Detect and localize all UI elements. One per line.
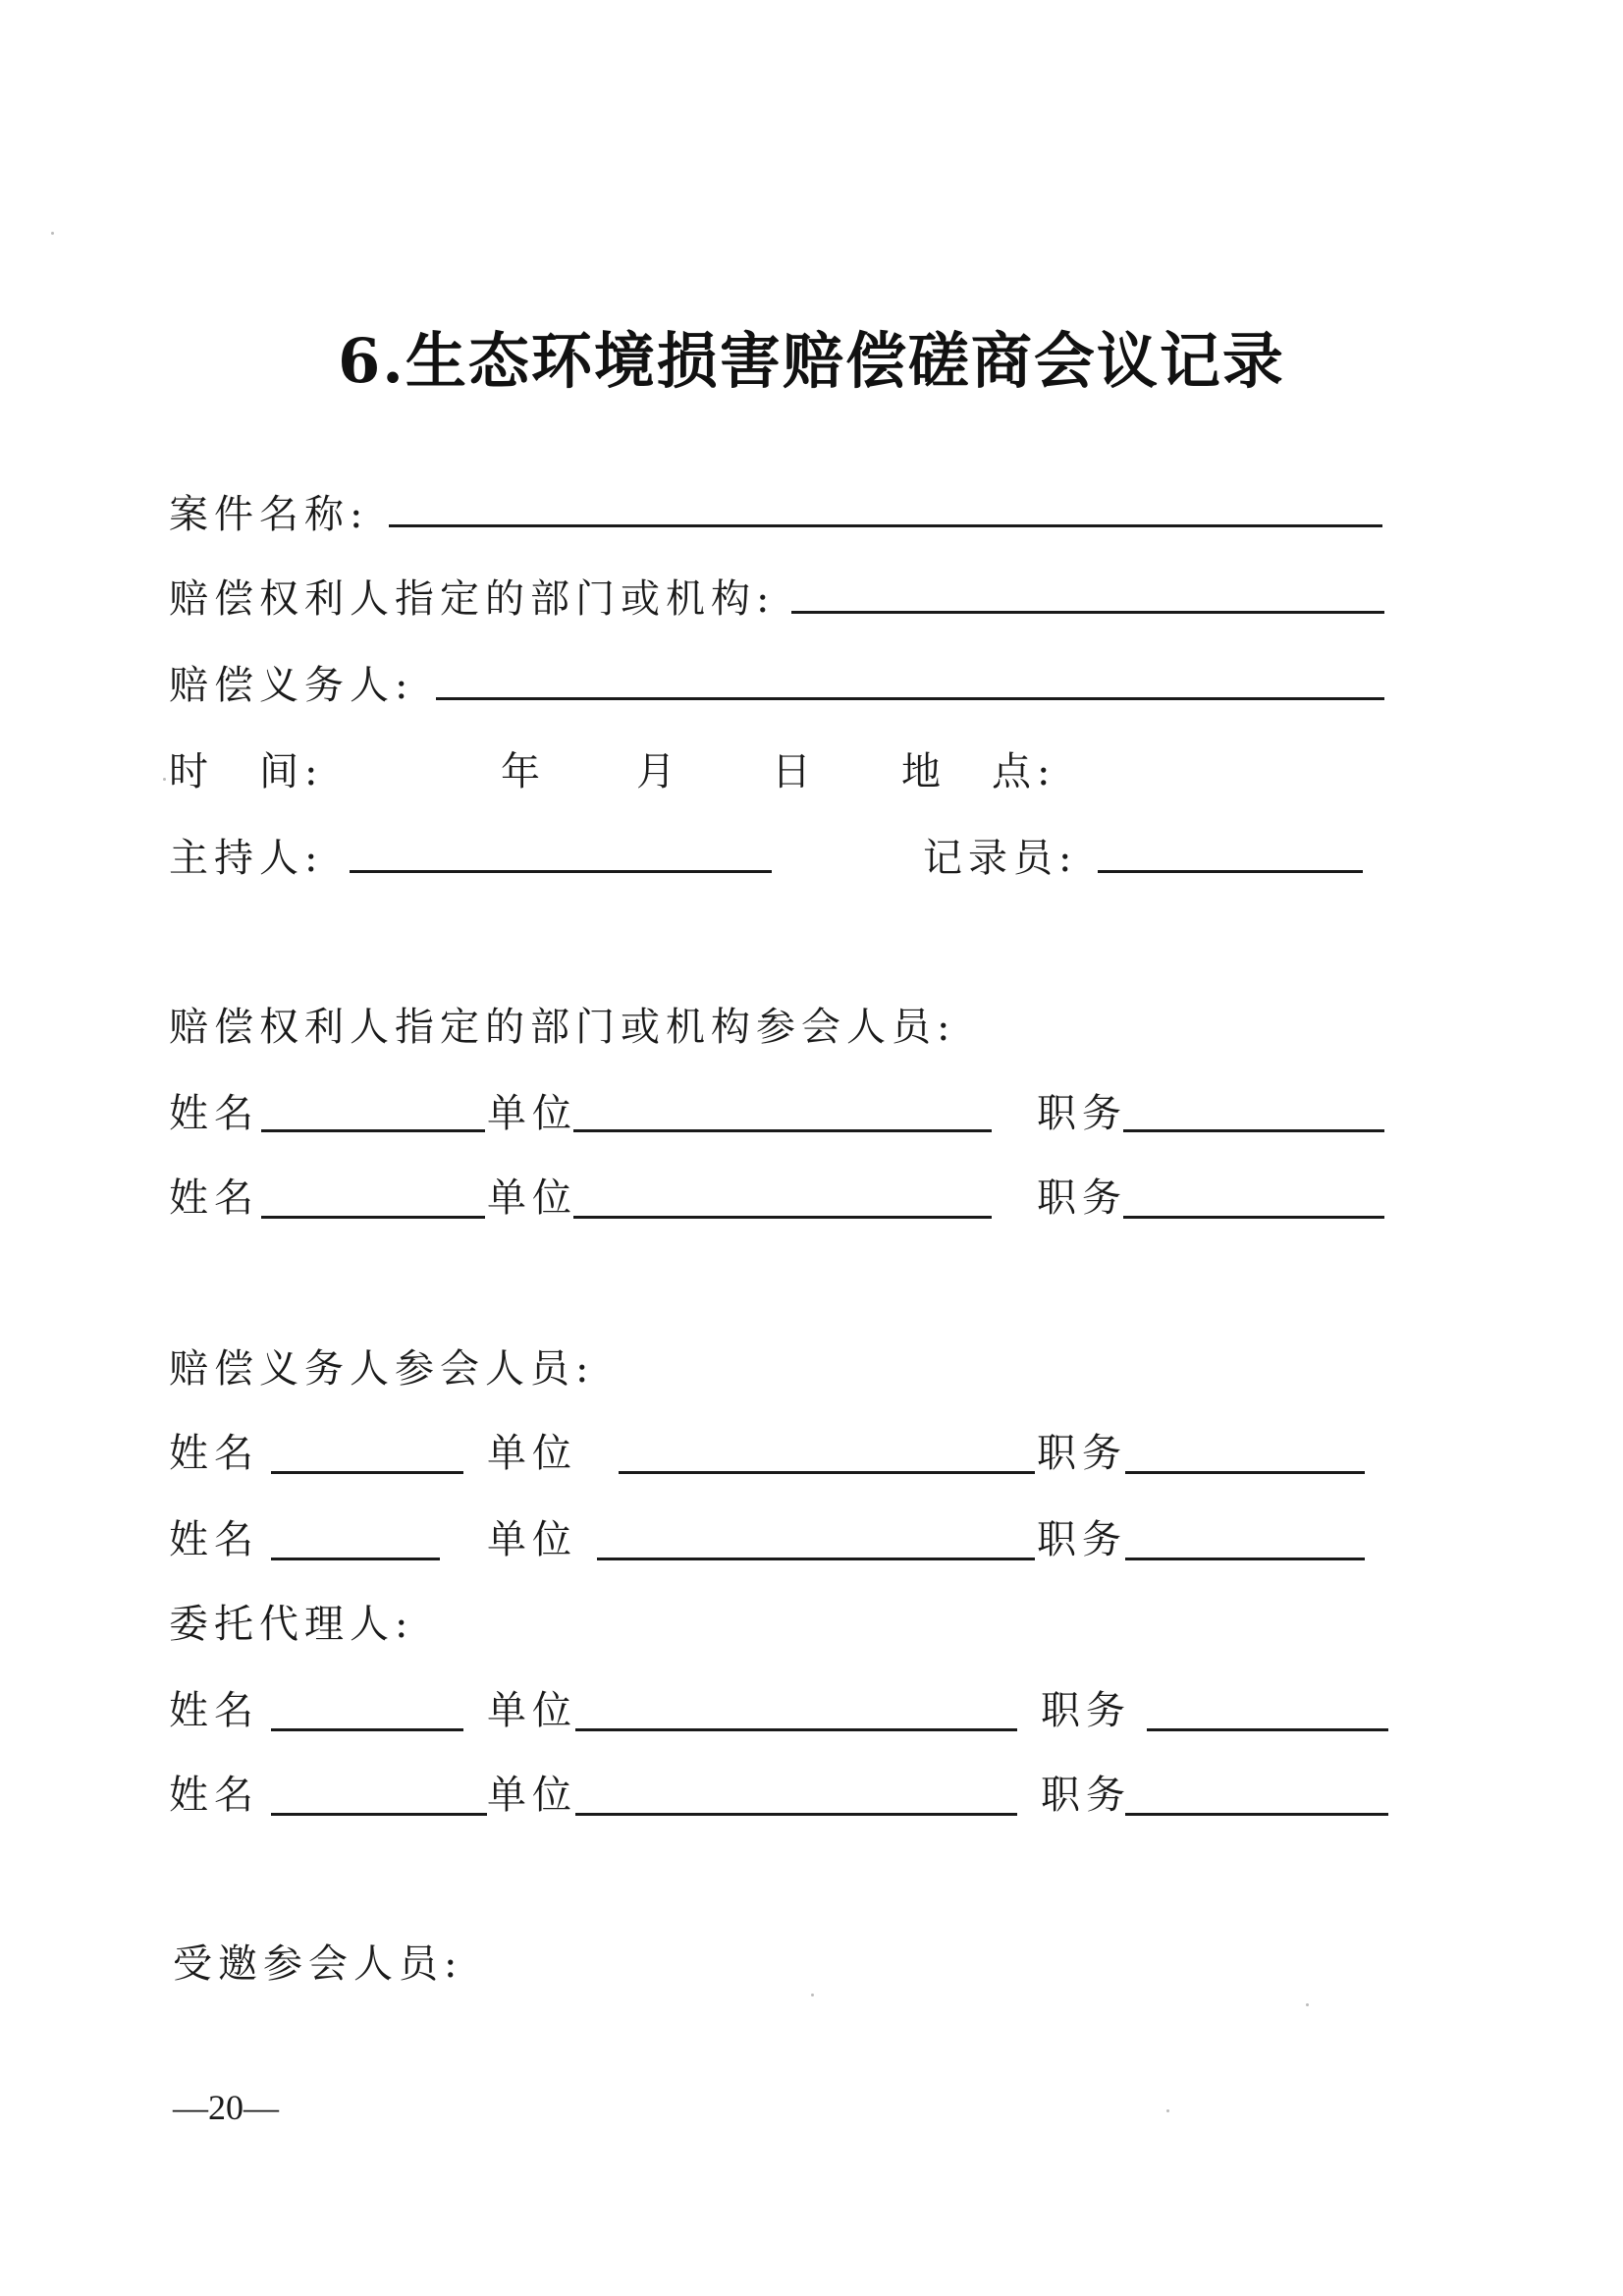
name-field[interactable] <box>271 1728 463 1731</box>
agents-heading: 委托代理人: <box>169 1602 414 1647</box>
time-label: 时 间: <box>169 749 324 794</box>
name-label: 姓名 <box>169 1431 259 1476</box>
name-field[interactable] <box>261 1129 485 1132</box>
unit-label: 单位 <box>487 1175 577 1221</box>
position-label: 职务 <box>1041 1688 1131 1733</box>
position-label: 职务 <box>1037 1431 1127 1476</box>
unit-field[interactable] <box>619 1471 1035 1474</box>
position-field[interactable] <box>1123 1216 1384 1219</box>
name-field[interactable] <box>271 1558 440 1560</box>
position-label: 职务 <box>1037 1517 1127 1562</box>
name-field[interactable] <box>271 1471 463 1474</box>
invited-attendees-heading: 受邀参会人员: <box>173 1941 463 1987</box>
scan-speck <box>51 232 54 235</box>
claimant-attendees-heading: 赔偿权利人指定的部门或机构参会人员: <box>169 1005 956 1050</box>
scan-speck <box>163 778 166 781</box>
case-name-field[interactable] <box>389 524 1382 527</box>
recorder-label: 记录员: <box>923 836 1078 881</box>
position-field[interactable] <box>1125 1471 1365 1474</box>
obligor-field[interactable] <box>436 697 1384 700</box>
claimant-agency-label: 赔偿权利人指定的部门或机构: <box>169 576 776 622</box>
position-field[interactable] <box>1123 1129 1384 1132</box>
unit-field[interactable] <box>597 1558 1035 1560</box>
position-label: 职务 <box>1037 1175 1127 1221</box>
name-field[interactable] <box>261 1216 485 1219</box>
position-field[interactable] <box>1147 1728 1388 1731</box>
unit-label: 单位 <box>487 1431 577 1476</box>
scan-speck <box>1166 2109 1169 2112</box>
position-field[interactable] <box>1125 1813 1388 1816</box>
month-label: 月 <box>636 749 681 794</box>
unit-label: 单位 <box>487 1091 577 1136</box>
scan-speck <box>1306 2003 1309 2006</box>
position-label: 职务 <box>1041 1773 1131 1818</box>
name-label: 姓名 <box>169 1517 259 1562</box>
scan-speck <box>811 1994 814 1996</box>
unit-field[interactable] <box>575 1728 1017 1731</box>
unit-label: 单位 <box>487 1517 577 1562</box>
unit-field[interactable] <box>575 1813 1017 1816</box>
unit-field[interactable] <box>573 1216 992 1219</box>
location-label: 地 点: <box>901 749 1056 794</box>
name-label: 姓名 <box>169 1175 259 1221</box>
day-label: 日 <box>772 749 817 794</box>
page-title: 6.生态环境损害赔偿磋商会议记录 <box>338 325 1285 397</box>
host-field[interactable] <box>350 870 772 873</box>
position-field[interactable] <box>1125 1558 1365 1560</box>
recorder-field[interactable] <box>1098 870 1363 873</box>
unit-label: 单位 <box>487 1773 577 1818</box>
obligor-label: 赔偿义务人: <box>169 663 414 708</box>
claimant-agency-field[interactable] <box>791 611 1384 614</box>
name-label: 姓名 <box>169 1091 259 1136</box>
case-name-label: 案件名称: <box>169 492 369 537</box>
unit-field[interactable] <box>573 1129 992 1132</box>
name-label: 姓名 <box>169 1688 259 1733</box>
page-number: —20— <box>173 2088 279 2127</box>
host-label: 主持人: <box>169 836 324 881</box>
name-field[interactable] <box>271 1813 487 1816</box>
name-label: 姓名 <box>169 1773 259 1818</box>
position-label: 职务 <box>1037 1091 1127 1136</box>
year-label: 年 <box>501 749 546 794</box>
unit-label: 单位 <box>487 1688 577 1733</box>
obligor-attendees-heading: 赔偿义务人参会人员: <box>169 1346 595 1392</box>
